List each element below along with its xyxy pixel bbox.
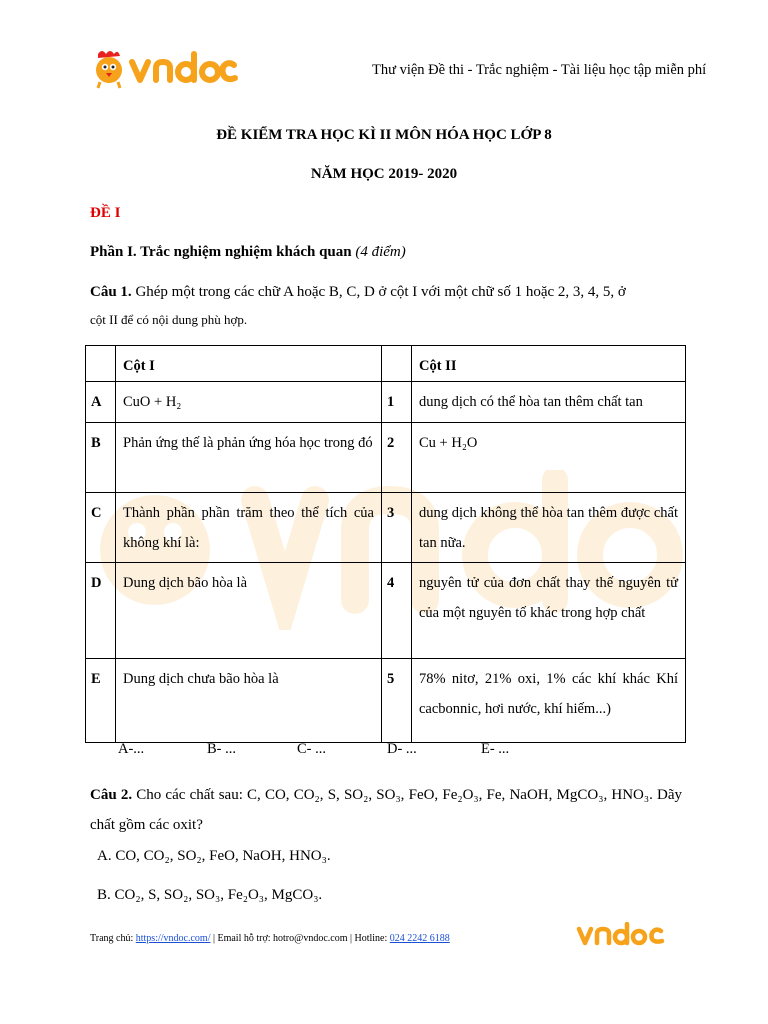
question-2-label: Câu 2. [90, 787, 133, 803]
row-col2: nguyên tử của đơn chất thay thế nguyên tử của một nguyên tố khác trong hợp chất [412, 563, 686, 659]
row-key: B [86, 423, 116, 493]
row-col2: Cu + H₂O [412, 423, 686, 493]
question-2-text: Cho các chất sau: C, CO, CO₂, S, SO₂, SO₃, FeO, Fe₂O₃, Fe, NaOH, MgCO₃, HNO₃. Dãy chất gồm các oxit? [90, 787, 682, 833]
row-col1: Phản ứng thế là phản ứng hóa học trong đó [116, 423, 382, 493]
footer [90, 933, 450, 944]
column-2-header: Cột II [412, 346, 686, 382]
row-col2: dung dịch không thể hòa tan thêm được chất tan nữa. [412, 493, 686, 563]
footer-prefix: Trang chủ: [90, 933, 136, 944]
row-num: 3 [382, 493, 412, 563]
answer-blank: B- ... [207, 741, 236, 757]
header-tagline: Thư viện Đề thi - Trắc nghiệm - Tài liệu học tập miễn phí [372, 62, 707, 78]
table-row [86, 423, 686, 493]
row-col2: dung dịch có thể hòa tan thêm chất tan [412, 382, 686, 423]
vndoc-wordmark [132, 54, 235, 80]
row-col1: Dung dịch bão hòa là [116, 563, 382, 659]
row-col2: 78% nitơ, 21% oxi, 1% các khí khác Khí cacbonnic, hơi nước, khí hiếm...) [412, 659, 686, 743]
row-num: 2 [382, 423, 412, 493]
rooster-mascot-icon [96, 51, 122, 88]
row-num: 5 [382, 659, 412, 743]
row-num: 4 [382, 563, 412, 659]
question-1 [90, 284, 626, 301]
table-row [86, 659, 686, 743]
row-num: 1 [382, 382, 412, 423]
answer-blank: A-... [118, 741, 145, 757]
question-1-text-cont: cột II để có nội dung phù hợp. [90, 312, 248, 327]
row-col1: Thành phần phần trăm theo thể tích của không khí là: [116, 493, 382, 563]
table-cell [86, 346, 116, 382]
option-a[interactable]: A. CO, CO₂, SO₂, FeO, NaOH, HNO₃. [97, 848, 331, 864]
answer-blank: E- ... [481, 741, 510, 757]
matching-table [85, 345, 686, 743]
footer-home-link[interactable]: https://vndoc.com/ [135, 933, 211, 944]
table-header-row [86, 346, 686, 382]
exam-title: ĐỀ KIỂM TRA HỌC KÌ II MÔN HÓA HỌC LỚP 8 [216, 127, 552, 143]
row-key: D [86, 563, 116, 659]
answer-blank: C- ... [297, 741, 326, 757]
question-1-text: Ghép một trong các chữ A hoặc B, C, D ở cột I với một chữ số 1 hoặc 2, 3, 4, 5, ở [135, 284, 626, 300]
part-points: (4 điểm) [355, 244, 406, 260]
row-key: C [86, 493, 116, 563]
part-heading-text: Phần I. Trắc nghiệm nghiệm khách quan [90, 244, 352, 260]
table-cell [382, 346, 412, 382]
row-col1: Dung dịch chưa bão hòa là [116, 659, 382, 743]
footer-contact: | Email hỗ trợ: hotro@vndoc.com | Hotline: [210, 933, 390, 944]
footer-hotline-link[interactable]: 024 2242 6188 [389, 933, 450, 944]
row-key: A [86, 382, 116, 423]
column-1-header: Cột I [116, 346, 382, 382]
vndoc-footer-logo[interactable] [576, 922, 666, 948]
table-row [86, 382, 686, 423]
exam-subtitle: NĂM HỌC 2019- 2020 [310, 166, 458, 182]
question-2 [90, 780, 682, 840]
section-label: ĐỀ I [90, 205, 121, 221]
row-key: E [86, 659, 116, 743]
answer-blank: D- ... [387, 741, 417, 757]
row-col1: CuO + H₂ [116, 382, 382, 423]
option-b[interactable]: B. CO₂, S, SO₂, SO₃, Fe₂O₃, MgCO₃. [97, 887, 323, 903]
table-row [86, 563, 686, 659]
part-heading [90, 244, 406, 261]
vndoc-logo[interactable] [90, 48, 240, 90]
answer-blanks [118, 741, 509, 758]
table-row [86, 493, 686, 563]
question-1-label: Câu 1. [90, 284, 132, 300]
